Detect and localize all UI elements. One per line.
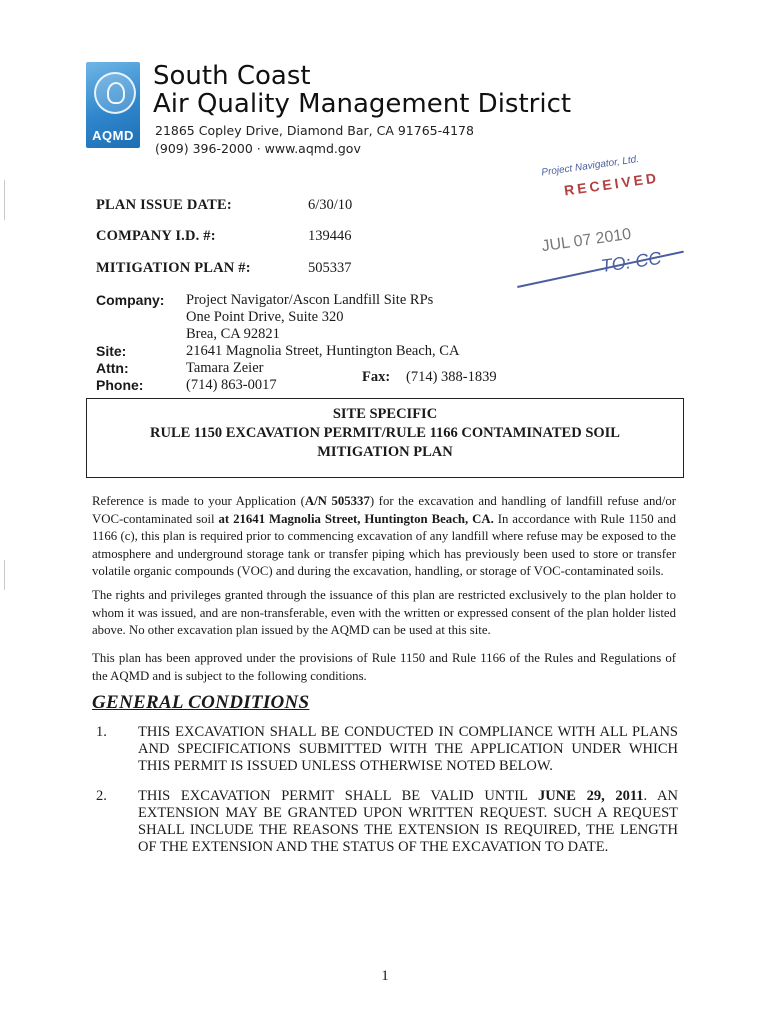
company-id-value: 139446 xyxy=(308,228,352,244)
condition-number: 1. xyxy=(96,724,107,740)
logo-text: AQMD xyxy=(92,128,134,143)
plan-title-line1: SITE SPECIFIC xyxy=(332,406,438,422)
reference-text: In accordance with Rule 1150 and 1166 (c), this plan is required prior to commencing excavation of any landfill where refuse may be exposed to the atmosphere and underground storage tank or transfer piping which has previously been used to store or transfer volatile organic compounds (VOC) and during the excavation, handling, or storage of VOC-contaminated soils. xyxy=(92,511,676,578)
reference-text: Reference is made to your Application ( xyxy=(92,494,305,508)
condition-text-part: THIS EXCAVATION PERMIT SHALL BE VALID UNTIL xyxy=(138,788,539,804)
site-value: 21641 Magnolia Street, Huntington Beach, CA xyxy=(186,343,460,359)
phone-label: Phone: xyxy=(96,377,144,393)
application-number: A/N 505337 xyxy=(304,494,370,508)
agency-name xyxy=(153,62,571,118)
scan-margin-mark xyxy=(4,560,5,590)
company-id-label: COMPANY I.D. #: xyxy=(96,228,216,244)
condition-text: THIS EXCAVATION SHALL BE CONDUCTED IN COMPLIANCE WITH ALL PLANS AND SPECIFICATIONS SUBMITTED WITH THE APPLICATION UNDER WHICH THIS PERMIT IS ISSUED UNLESS OTHERWISE NOTED BELOW. xyxy=(138,724,678,774)
site-label: Site: xyxy=(96,343,127,359)
condition-number: 2. xyxy=(96,788,107,804)
plan-title-line2: RULE 1150 EXCAVATION PERMIT/RULE 1166 CONTAMINATED SOIL xyxy=(150,425,620,441)
plan-issue-date-value: 6/30/10 xyxy=(308,197,353,213)
rights-paragraph: The rights and privileges granted through the issuance of this plan are restricted exclusively to the plan holder to whom it was issued, and are non-transferable, even with the written or expressed consent of the plan holder listed above. No other excavation plan issued by the AQMD can be used at this site. xyxy=(92,588,676,637)
company-line: Project Navigator/Ascon Landfill Site RPs xyxy=(186,292,434,308)
mitigation-plan-value: 505337 xyxy=(308,260,352,276)
fax-value: (714) 388-1839 xyxy=(406,369,497,385)
phone-value: (714) 863-0017 xyxy=(186,377,277,393)
company-label: Company: xyxy=(96,292,165,308)
aqmd-logo xyxy=(86,62,140,148)
agency-contact xyxy=(155,122,474,158)
agency-name-line1: South Coast xyxy=(153,61,311,91)
scan-margin-mark xyxy=(4,180,5,220)
attn-value: Tamara Zeier xyxy=(186,360,264,376)
stamp-received: RECEIVED xyxy=(563,169,660,199)
agency-address: 21865 Copley Drive, Diamond Bar, CA 91765-4178 xyxy=(155,123,474,138)
general-conditions-heading: GENERAL CONDITIONS xyxy=(92,692,310,713)
plan-issue-date-label: PLAN ISSUE DATE: xyxy=(96,197,232,213)
plan-title-line3: MITIGATION PLAN xyxy=(317,444,453,460)
validity-date: JUNE 29, 2011 xyxy=(538,788,644,804)
condition-text xyxy=(138,788,678,856)
condition-text-part: . AN EXTENSION MAY BE GRANTED UPON WRITTEN REQUEST. SUCH A REQUEST SHALL INCLUDE THE REASONS THE EXTENSION IS REQUIRED, THE LENGTH OF THE EXTENSION AND THE STATUS OF THE EXCAVATION TO DATE. xyxy=(138,788,678,855)
stamp-to: TO: CC xyxy=(599,247,663,277)
company-line: Brea, CA 92821 xyxy=(186,326,280,342)
reference-paragraph xyxy=(92,493,676,581)
company-line: One Point Drive, Suite 320 xyxy=(186,309,344,325)
agency-name-line2: Air Quality Management District xyxy=(153,89,572,119)
stamp-company: Project Navigator, Ltd. xyxy=(540,153,640,179)
page-number: 1 xyxy=(381,968,389,984)
plan-title-box xyxy=(86,398,684,478)
mitigation-plan-label: MITIGATION PLAN #: xyxy=(96,260,251,276)
fax-label: Fax: xyxy=(362,369,391,385)
stamp-date: JUL 07 2010 xyxy=(540,225,633,256)
reference-text: ) for the excavation and handling of landfill refuse and/or VOC-contaminated soil xyxy=(92,494,676,526)
agency-phone-web: (909) 396-2000 · www.aqmd.gov xyxy=(155,141,361,156)
approval-paragraph: This plan has been approved under the provisions of Rule 1150 and Rule 1166 of the Rules and Regulations of the AQMD and is subject to the following conditions. xyxy=(92,651,676,683)
received-stamp xyxy=(501,148,699,312)
attn-label: Attn: xyxy=(96,360,129,376)
site-address-bold: at 21641 Magnolia Street, Huntington Beach, CA. xyxy=(218,511,494,526)
logo-emblem-icon xyxy=(94,72,136,114)
